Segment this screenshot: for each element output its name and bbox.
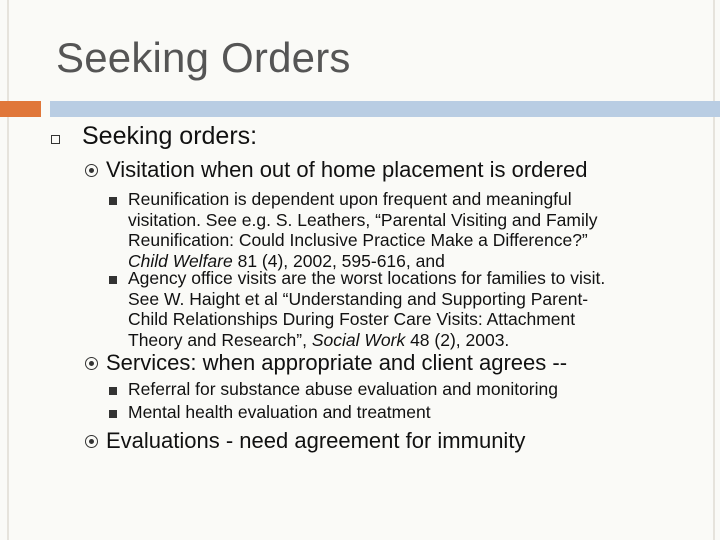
accent-bar-orange (0, 101, 41, 117)
accent-bar-blue (50, 101, 720, 117)
bullet-evaluations: Evaluations - need agreement for immunity (106, 428, 526, 453)
bullet-reunification (128, 189, 598, 271)
text-line (128, 330, 605, 351)
citation-journal: Child Welfare (128, 250, 233, 271)
circle-bullet-icon (85, 357, 98, 370)
citation-prefix: Theory and Research”, (128, 329, 312, 350)
text-line: Reunification: Could Inclusive Practice Make a Difference?” (128, 230, 588, 250)
square-bullet-icon (109, 410, 117, 418)
square-bullet-icon (109, 276, 117, 284)
text-line: Agency office visits are the worst locations for families to visit. (128, 268, 606, 288)
text-line: Child Relationships During Foster Care Visits: Attachment (128, 309, 576, 329)
bullet-mental-health: Mental health evaluation and treatment (128, 402, 431, 422)
bullet-visitation: Visitation when out of home placement is ordered (106, 157, 588, 182)
citation-detail: 81 (4), 2002, 595-616, and (232, 250, 445, 271)
bullet-seeking-orders: Seeking orders: (82, 122, 258, 150)
slide-title: Seeking Orders (56, 34, 351, 81)
text-line: Reunification is dependent upon frequent and meaningful (128, 189, 572, 209)
left-border-rule (7, 0, 9, 540)
bullet-agency-office (128, 268, 605, 350)
bullet-substance-abuse: Referral for substance abuse evaluation and monitoring (128, 379, 558, 399)
circle-bullet-icon (85, 164, 98, 177)
text-line: See W. Haight et al “Understanding and Supporting Parent- (128, 288, 589, 309)
citation-detail: 48 (2), 2003. (405, 329, 510, 350)
circle-bullet-icon (85, 435, 98, 448)
citation-journal: Social Work (311, 329, 406, 350)
bullet-services: Services: when appropriate and client agrees -- (106, 350, 568, 375)
square-bullet-icon (51, 135, 60, 144)
square-bullet-icon (109, 197, 117, 205)
right-border-rule (713, 0, 715, 540)
square-bullet-icon (109, 387, 117, 395)
text-line: visitation. See e.g. S. Leathers, “Parental Visiting and Family (128, 209, 598, 230)
